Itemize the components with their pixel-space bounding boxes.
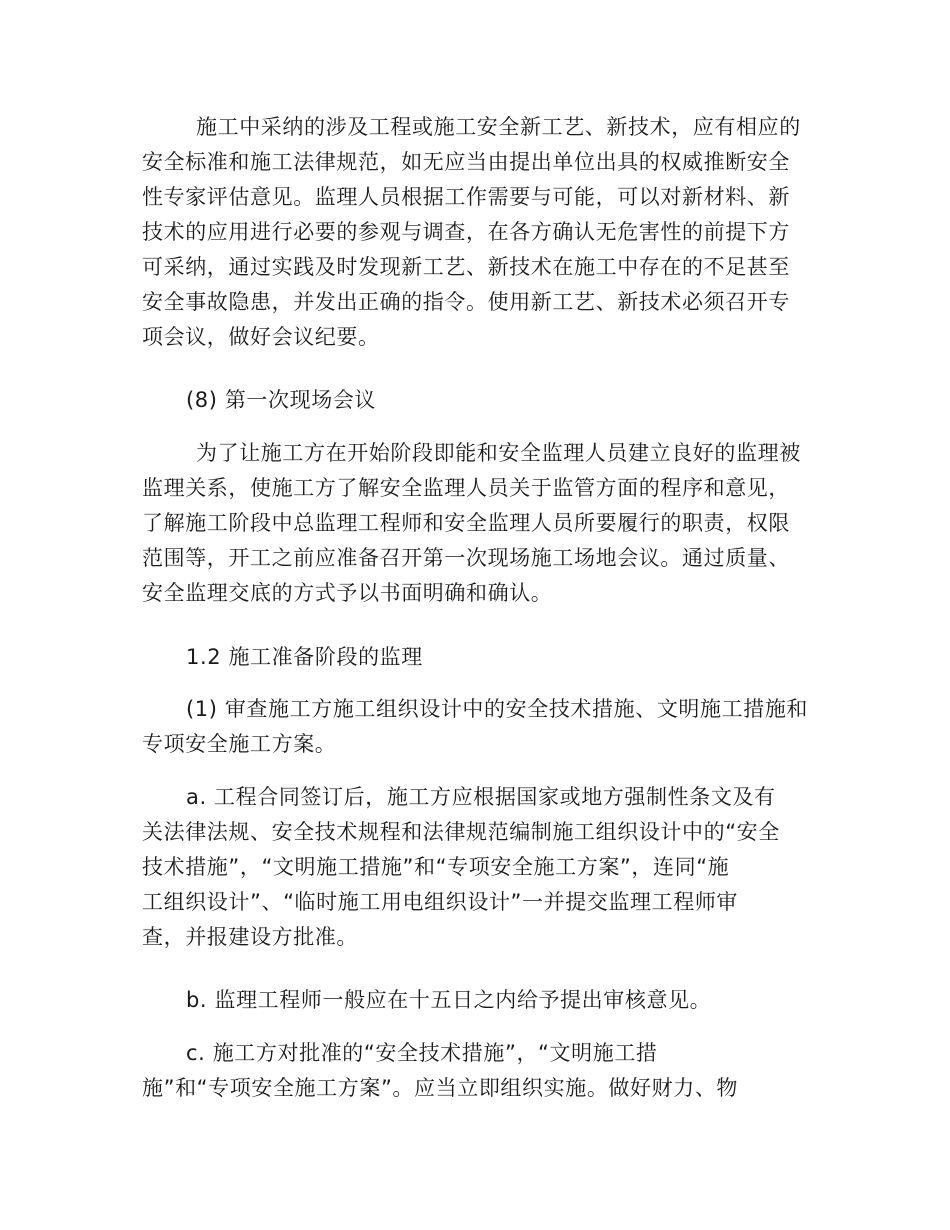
paragraph-item-b <box>142 983 812 1018</box>
text-line: 1.2 施工准备阶段的监理 <box>186 645 423 669</box>
text-line: 安全监理交底的方式予以书面明确和确认。 <box>142 581 553 605</box>
paragraph-first-site-meeting <box>142 436 812 611</box>
text-line: 范围等，开工之前应准备召开第一次现场施工场地会议。通过质量、 <box>142 546 790 570</box>
text-line: a. 工程合同签订后，施工方应根据国家或地方强制性条文及有 <box>186 785 776 809</box>
text-line: 施”和“专项安全施工方案”。应当立即组织实施。做好财力、物 <box>142 1076 739 1100</box>
text-line: 查，并报建设方批准。 <box>142 925 358 949</box>
text-line: 关法律法规、安全技术规程和法律规范编制施工组织设计中的“安全 <box>142 820 780 844</box>
text-line: 性专家评估意见。监理人员根据工作需要与可能，可以对新材料、新 <box>142 185 790 209</box>
heading-section-1-2 <box>142 640 812 675</box>
paragraph-new-tech-review <box>142 110 812 355</box>
text-line: (8) 第一次现场会议 <box>186 388 377 412</box>
text-line: (1) 审查施工方施工组织设计中的安全技术措施、文明施工措施和 <box>186 697 809 721</box>
text-line: b. 监理工程师一般应在十五日之内给予提出审核意见。 <box>186 988 712 1012</box>
text-line: 安全事故隐患，并发出正确的指令。使用新工艺、新技术必须召开专 <box>142 290 790 314</box>
text-line: 项会议，做好会议纪要。 <box>142 325 380 349</box>
text-line: 安全标准和施工法律规范，如无应当由提出单位出具的权威推断安全 <box>142 150 790 174</box>
text-line: 监理关系，使施工方了解安全监理人员关于监管方面的程序和意见， <box>142 476 790 500</box>
text-line: 了解施工阶段中总监理工程师和安全监理人员所要履行的职责，权限 <box>142 511 790 535</box>
paragraph-item-1 <box>142 692 812 762</box>
text-line: 技术措施”，“文明施工措施”和“专项安全施工方案”，连同“施 <box>142 855 730 879</box>
text-line: c. 施工方对批准的“安全技术措施”，“文明施工措 <box>186 1041 658 1065</box>
text-line: 工组织设计”、“临时施工用电组织设计”一并提交监理工程师审 <box>142 890 739 914</box>
text-line: 可采纳，通过实践及时发现新工艺、新技术在施工中存在的不足甚至 <box>142 255 790 279</box>
text-line: 为了让施工方在开始阶段即能和安全监理人员建立良好的监理被 <box>196 441 801 465</box>
text-line: 专项安全施工方案。 <box>142 732 337 756</box>
text-line: 施工中采纳的涉及工程或施工安全新工艺、新技术，应有相应的 <box>196 115 801 139</box>
heading-first-site-meeting <box>142 383 812 418</box>
paragraph-item-a <box>142 780 812 955</box>
text-line: 技术的应用进行必要的参观与调查，在各方确认无危害性的前提下方 <box>142 220 790 244</box>
paragraph-item-c <box>142 1036 812 1106</box>
